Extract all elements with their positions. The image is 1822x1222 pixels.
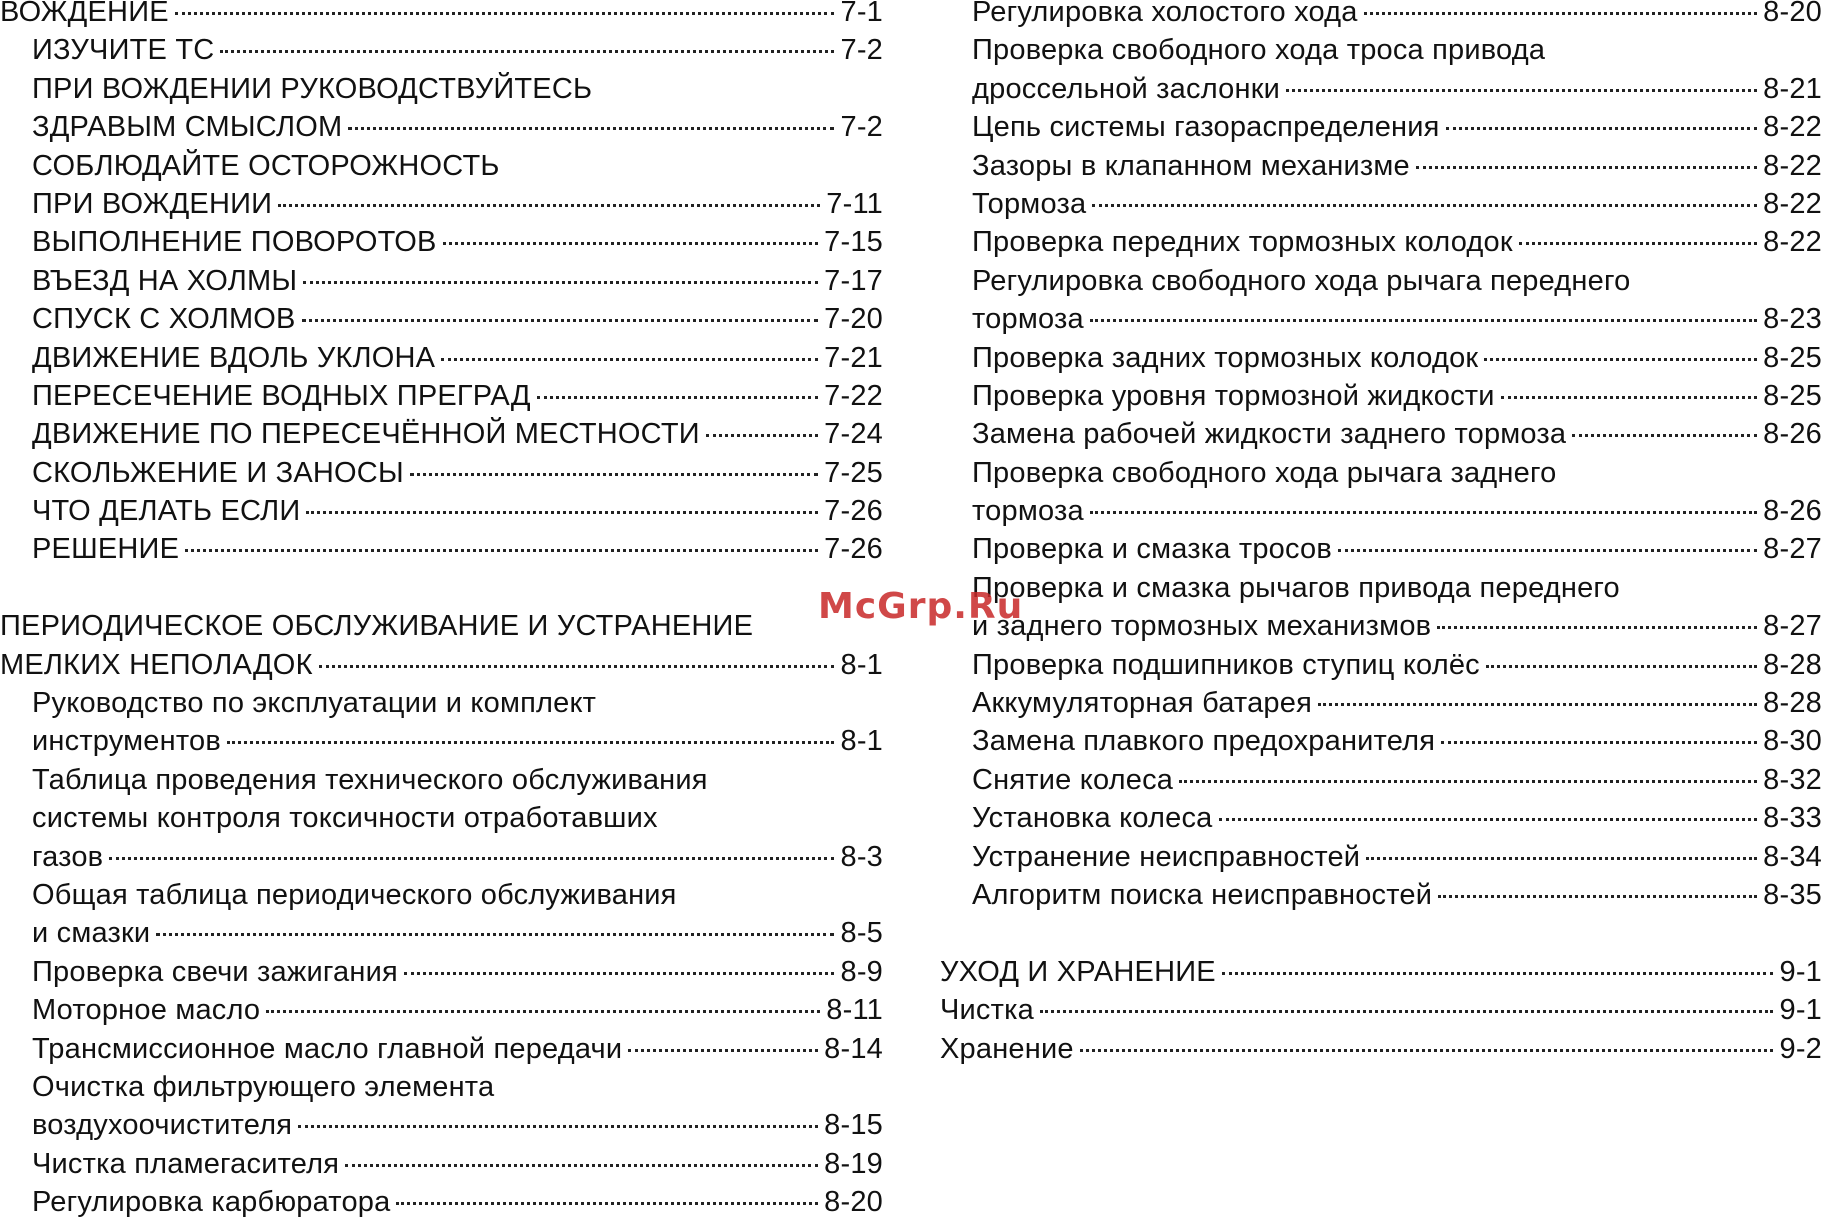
dot-leader xyxy=(348,127,834,130)
dot-leader xyxy=(1572,434,1757,437)
toc-entry[interactable] xyxy=(940,300,1822,338)
toc-entry-title: газов xyxy=(32,840,104,873)
toc-entry-title: Замена рабочей жидкости заднего тормоза xyxy=(972,418,1567,451)
toc-page-number: 8-28 xyxy=(1763,648,1822,681)
toc-entry-continued xyxy=(940,454,1822,492)
toc-left-column xyxy=(0,0,883,1222)
toc-entry-title: Проверка и смазка рычагов привода переднего xyxy=(972,571,1620,604)
toc-entry[interactable] xyxy=(940,722,1822,760)
toc-entry-continued xyxy=(0,799,883,837)
toc-entry[interactable] xyxy=(0,223,883,261)
toc-page-number: 7-26 xyxy=(824,533,883,566)
toc-entry[interactable] xyxy=(940,684,1822,722)
toc-entry-title: ВЪЕЗД НА ХОЛМЫ xyxy=(32,264,298,297)
toc-entry-continued xyxy=(0,607,883,645)
dot-leader xyxy=(185,549,818,552)
toc-entry-title: Общая таблица периодического обслуживания xyxy=(32,878,677,911)
toc-page-number: 7-17 xyxy=(824,264,883,297)
toc-page-number: 8-20 xyxy=(1763,0,1822,28)
toc-page-number: 8-19 xyxy=(824,1147,883,1180)
toc-entry[interactable] xyxy=(0,415,883,453)
toc-page-number: 8-22 xyxy=(1763,111,1822,144)
toc-entry-title: и заднего тормозных механизмов xyxy=(972,610,1432,643)
dot-leader xyxy=(1416,166,1757,169)
dot-leader xyxy=(1338,549,1757,552)
toc-entry-title: Проверка подшипников ступиц колёс xyxy=(972,648,1480,681)
dot-leader xyxy=(1484,358,1757,361)
toc-page-number: 8-3 xyxy=(840,840,883,873)
toc-entry[interactable] xyxy=(0,339,883,377)
dot-leader xyxy=(396,1202,818,1205)
toc-entry[interactable] xyxy=(940,1030,1822,1068)
toc-entry-title: воздухоочистителя xyxy=(32,1109,293,1142)
toc-page-number: 8-23 xyxy=(1763,303,1822,336)
toc-entry[interactable] xyxy=(940,223,1822,261)
toc-page-number: 8-22 xyxy=(1763,149,1822,182)
dot-leader xyxy=(1092,204,1757,207)
toc-entry[interactable] xyxy=(0,0,883,31)
toc-entry-title: Проверка задних тормозных колодок xyxy=(972,341,1479,374)
toc-entry-title: УХОД И ХРАНЕНИЕ xyxy=(940,955,1216,988)
toc-entry[interactable] xyxy=(940,646,1822,684)
toc-entry[interactable] xyxy=(0,31,883,69)
toc-entry-title: Регулировка свободного хода рычага переднего xyxy=(972,264,1631,297)
toc-page-number: 8-20 xyxy=(824,1186,883,1219)
toc-page-number: 8-34 xyxy=(1763,840,1822,873)
toc-page-number: 7-15 xyxy=(824,226,883,259)
toc-entry-title: Устранение неисправностей xyxy=(972,840,1361,873)
dot-leader xyxy=(1519,242,1757,245)
toc-entry[interactable] xyxy=(940,953,1822,991)
toc-entry[interactable] xyxy=(0,377,883,415)
toc-spacer xyxy=(0,569,883,607)
toc-entry[interactable] xyxy=(940,415,1822,453)
toc-entry[interactable] xyxy=(0,454,883,492)
toc-entry-title: Очистка фильтрующего элемента xyxy=(32,1070,495,1103)
toc-spacer xyxy=(940,914,1822,952)
toc-entry[interactable] xyxy=(0,492,883,530)
toc-entry-title: Проверка свободного хода троса привода xyxy=(972,34,1546,67)
toc-page-number: 8-35 xyxy=(1763,878,1822,911)
dot-leader xyxy=(1222,972,1774,975)
dot-leader xyxy=(298,1125,818,1128)
toc-page-number: 7-22 xyxy=(824,379,883,412)
toc-page-number: 8-28 xyxy=(1763,687,1822,720)
toc-entry[interactable] xyxy=(940,185,1822,223)
toc-entry-title: ЗДРАВЫМ СМЫСЛОМ xyxy=(32,111,343,144)
dot-leader xyxy=(537,396,818,399)
toc-entry[interactable] xyxy=(940,799,1822,837)
toc-entry[interactable] xyxy=(0,838,883,876)
toc-entry-title: ПЕРИОДИЧЕСКОЕ ОБСЛУЖИВАНИЕ И УСТРАНЕНИЕ xyxy=(0,610,754,643)
toc-entry-title: дроссельной заслонки xyxy=(972,72,1280,105)
toc-entry-continued xyxy=(0,876,883,914)
dot-leader xyxy=(1441,741,1757,744)
dot-leader xyxy=(306,511,818,514)
watermark: McGrp.Ru xyxy=(818,586,1024,627)
dot-leader xyxy=(303,281,818,284)
toc-page-number: 7-2 xyxy=(840,34,883,67)
toc-page-number: 8-27 xyxy=(1763,533,1822,566)
toc-entry[interactable] xyxy=(940,761,1822,799)
dot-leader xyxy=(1080,1049,1774,1052)
toc-entry[interactable] xyxy=(940,0,1822,31)
toc-entry-title: ВОЖДЕНИЕ xyxy=(0,0,169,28)
dot-leader xyxy=(319,665,835,668)
toc-page-number: 7-21 xyxy=(824,341,883,374)
dot-leader xyxy=(410,473,818,476)
toc-entry[interactable] xyxy=(0,530,883,568)
dot-leader xyxy=(220,50,834,53)
toc-entry[interactable] xyxy=(0,953,883,991)
toc-entry[interactable] xyxy=(0,991,883,1029)
dot-leader xyxy=(1366,857,1757,860)
toc-entry-title: Моторное масло xyxy=(32,994,261,1027)
toc-entry[interactable] xyxy=(0,1106,883,1144)
toc-entry-title: Проверка передних тормозных колодок xyxy=(972,226,1513,259)
toc-entry[interactable] xyxy=(940,377,1822,415)
toc-page-number: 8-1 xyxy=(840,725,883,758)
toc-entry[interactable] xyxy=(0,300,883,338)
toc-entry-title: СПУСК С ХОЛМОВ xyxy=(32,303,296,336)
toc-page-number: 8-26 xyxy=(1763,495,1822,528)
toc-entry[interactable] xyxy=(940,838,1822,876)
toc-entry[interactable] xyxy=(940,492,1822,530)
toc-entry-title: Проверка свободного хода рычага заднего xyxy=(972,456,1557,489)
dot-leader xyxy=(156,933,834,936)
toc-entry-title: ПРИ ВОЖДЕНИИ xyxy=(32,187,273,220)
toc-entry[interactable] xyxy=(940,991,1822,1029)
toc-entry-title: Зазоры в клапанном механизме xyxy=(972,149,1410,182)
dot-leader xyxy=(175,12,835,15)
toc-page-number: 8-21 xyxy=(1763,72,1822,105)
toc-page-number: 8-22 xyxy=(1763,226,1822,259)
toc-page-number: 8-15 xyxy=(824,1109,883,1142)
toc-entry-title: системы контроля токсичности отработавших xyxy=(32,802,658,835)
toc-entry-title: ЧТО ДЕЛАТЬ ЕСЛИ xyxy=(32,495,301,528)
toc-page-number: 8-33 xyxy=(1763,802,1822,835)
toc-entry[interactable] xyxy=(0,185,883,223)
dot-leader xyxy=(1437,626,1757,629)
toc-entry-title: Проверка уровня тормозной жидкости xyxy=(972,379,1495,412)
dot-leader xyxy=(706,434,818,437)
toc-entry-title: Проверка и смазка тросов xyxy=(972,533,1332,566)
toc-entry-title: Чистка пламегасителя xyxy=(32,1147,340,1180)
toc-entry[interactable] xyxy=(0,646,883,684)
toc-entry-title: РЕШЕНИЕ xyxy=(32,533,180,566)
toc-page-number: 7-26 xyxy=(824,495,883,528)
toc-entry-continued xyxy=(0,684,883,722)
toc-entry[interactable] xyxy=(940,70,1822,108)
dot-leader xyxy=(1438,895,1757,898)
dot-leader xyxy=(278,204,820,207)
toc-entry[interactable] xyxy=(940,147,1822,185)
toc-entry-title: Хранение xyxy=(940,1032,1074,1065)
toc-page-number: 9-1 xyxy=(1779,994,1822,1027)
dot-leader xyxy=(628,1049,818,1052)
dot-leader xyxy=(1318,703,1757,706)
toc-entry-continued xyxy=(0,147,883,185)
toc-entry-continued xyxy=(0,70,883,108)
dot-leader xyxy=(109,857,834,860)
toc-entry-title: тормоза xyxy=(972,303,1084,336)
toc-entry-title: Тормоза xyxy=(972,187,1087,220)
toc-entry-title: Таблица проведения технического обслуживания xyxy=(32,763,708,796)
dot-leader xyxy=(1090,511,1757,514)
toc-entry-continued xyxy=(0,761,883,799)
toc-entry[interactable] xyxy=(0,108,883,146)
dot-leader xyxy=(302,319,819,322)
dot-leader xyxy=(227,741,835,744)
dot-leader xyxy=(1486,665,1757,668)
toc-page-number: 8-1 xyxy=(840,648,883,681)
toc-entry[interactable] xyxy=(940,876,1822,914)
toc-page-number: 8-22 xyxy=(1763,187,1822,220)
toc-entry-title: ПРИ ВОЖДЕНИИ РУКОВОДСТВУЙТЕСЬ xyxy=(32,72,593,105)
toc-page-number: 7-24 xyxy=(824,418,883,451)
toc-page-number: 7-2 xyxy=(840,111,883,144)
toc-entry-title: ИЗУЧИТЕ ТС xyxy=(32,34,215,67)
toc-entry-title: Снятие колеса xyxy=(972,763,1174,796)
toc-entry-continued xyxy=(940,31,1822,69)
toc-entry-title: Аккумуляторная батарея xyxy=(972,687,1312,720)
toc-entry[interactable] xyxy=(0,914,883,952)
toc-entry-title: Проверка свечи зажигания xyxy=(32,955,398,988)
toc-entry-title: Трансмиссионное масло главной передачи xyxy=(32,1032,623,1065)
toc-page-number: 8-25 xyxy=(1763,379,1822,412)
toc-page-number: 7-11 xyxy=(826,187,883,220)
toc-entry[interactable] xyxy=(940,339,1822,377)
toc-entry[interactable] xyxy=(0,262,883,300)
toc-entry-continued xyxy=(0,1068,883,1106)
toc-entry-title: Регулировка холостого хода xyxy=(972,0,1358,28)
toc-entry-title: и смазки xyxy=(32,917,151,950)
dot-leader xyxy=(1219,818,1758,821)
toc-entry[interactable] xyxy=(940,607,1822,645)
toc-page-number: 7-25 xyxy=(824,456,883,489)
dot-leader xyxy=(1446,127,1758,130)
toc-page-number: 9-1 xyxy=(1779,955,1822,988)
toc-entry-continued xyxy=(940,262,1822,300)
toc-page-number: 8-27 xyxy=(1763,610,1822,643)
dot-leader xyxy=(1286,89,1757,92)
toc-right-column xyxy=(940,0,1822,1068)
toc-entry[interactable] xyxy=(940,108,1822,146)
toc-entry-title: Установка колеса xyxy=(972,802,1213,835)
toc-page-number: 8-25 xyxy=(1763,341,1822,374)
toc-entry-title: Замена плавкого предохранителя xyxy=(972,725,1436,758)
toc-entry-title: МЕЛКИХ НЕПОЛАДОК xyxy=(0,648,313,681)
dot-leader xyxy=(1501,396,1758,399)
toc-entry-title: инструментов xyxy=(32,725,221,758)
toc-entry-title: Цепь системы газораспределения xyxy=(972,111,1440,144)
toc-page-number: 7-1 xyxy=(840,0,883,28)
toc-page-number: 7-20 xyxy=(824,303,883,336)
dot-leader xyxy=(345,1164,818,1167)
toc-entry-title: Руководство по эксплуатации и комплект xyxy=(32,687,597,720)
toc-entry-title: СОБЛЮДАЙТЕ ОСТОРОЖНОСТЬ xyxy=(32,149,500,182)
toc-entry-title: СКОЛЬЖЕНИЕ И ЗАНОСЫ xyxy=(32,456,404,489)
dot-leader xyxy=(1090,319,1757,322)
toc-entry-title: ПЕРЕСЕЧЕНИЕ ВОДНЫХ ПРЕГРАД xyxy=(32,379,531,412)
dot-leader xyxy=(1040,1010,1774,1013)
toc-entry-title: ДВИЖЕНИЕ ПО ПЕРЕСЕЧЁННОЙ МЕСТНОСТИ xyxy=(32,418,700,451)
toc-entry[interactable] xyxy=(0,722,883,760)
dot-leader xyxy=(1179,780,1757,783)
toc-page-number: 9-2 xyxy=(1779,1032,1822,1065)
toc-entry-title: ВЫПОЛНЕНИЕ ПОВОРОТОВ xyxy=(32,226,437,259)
dot-leader xyxy=(1364,12,1758,15)
toc-page-number: 8-30 xyxy=(1763,725,1822,758)
toc-entry[interactable] xyxy=(0,1145,883,1183)
dot-leader xyxy=(443,242,819,245)
toc-entry-title: ДВИЖЕНИЕ ВДОЛЬ УКЛОНА xyxy=(32,341,436,374)
toc-page-number: 8-26 xyxy=(1763,418,1822,451)
toc-entry-title: Регулировка карбюратора xyxy=(32,1186,391,1219)
toc-entry-title: тормоза xyxy=(972,495,1084,528)
toc-entry[interactable] xyxy=(0,1030,883,1068)
toc-entry[interactable] xyxy=(940,530,1822,568)
toc-entry-continued xyxy=(940,569,1822,607)
toc-entry-title: Чистка xyxy=(940,994,1034,1027)
toc-page-number: 8-11 xyxy=(826,994,883,1027)
toc-page-number: 8-32 xyxy=(1763,763,1822,796)
toc-page-number: 8-5 xyxy=(840,917,883,950)
dot-leader xyxy=(266,1010,820,1013)
dot-leader xyxy=(441,358,818,361)
toc-page-number: 8-14 xyxy=(824,1032,883,1065)
toc-entry-title: Алгоритм поиска неисправностей xyxy=(972,878,1433,911)
toc-page-number: 8-9 xyxy=(840,955,883,988)
dot-leader xyxy=(404,972,835,975)
